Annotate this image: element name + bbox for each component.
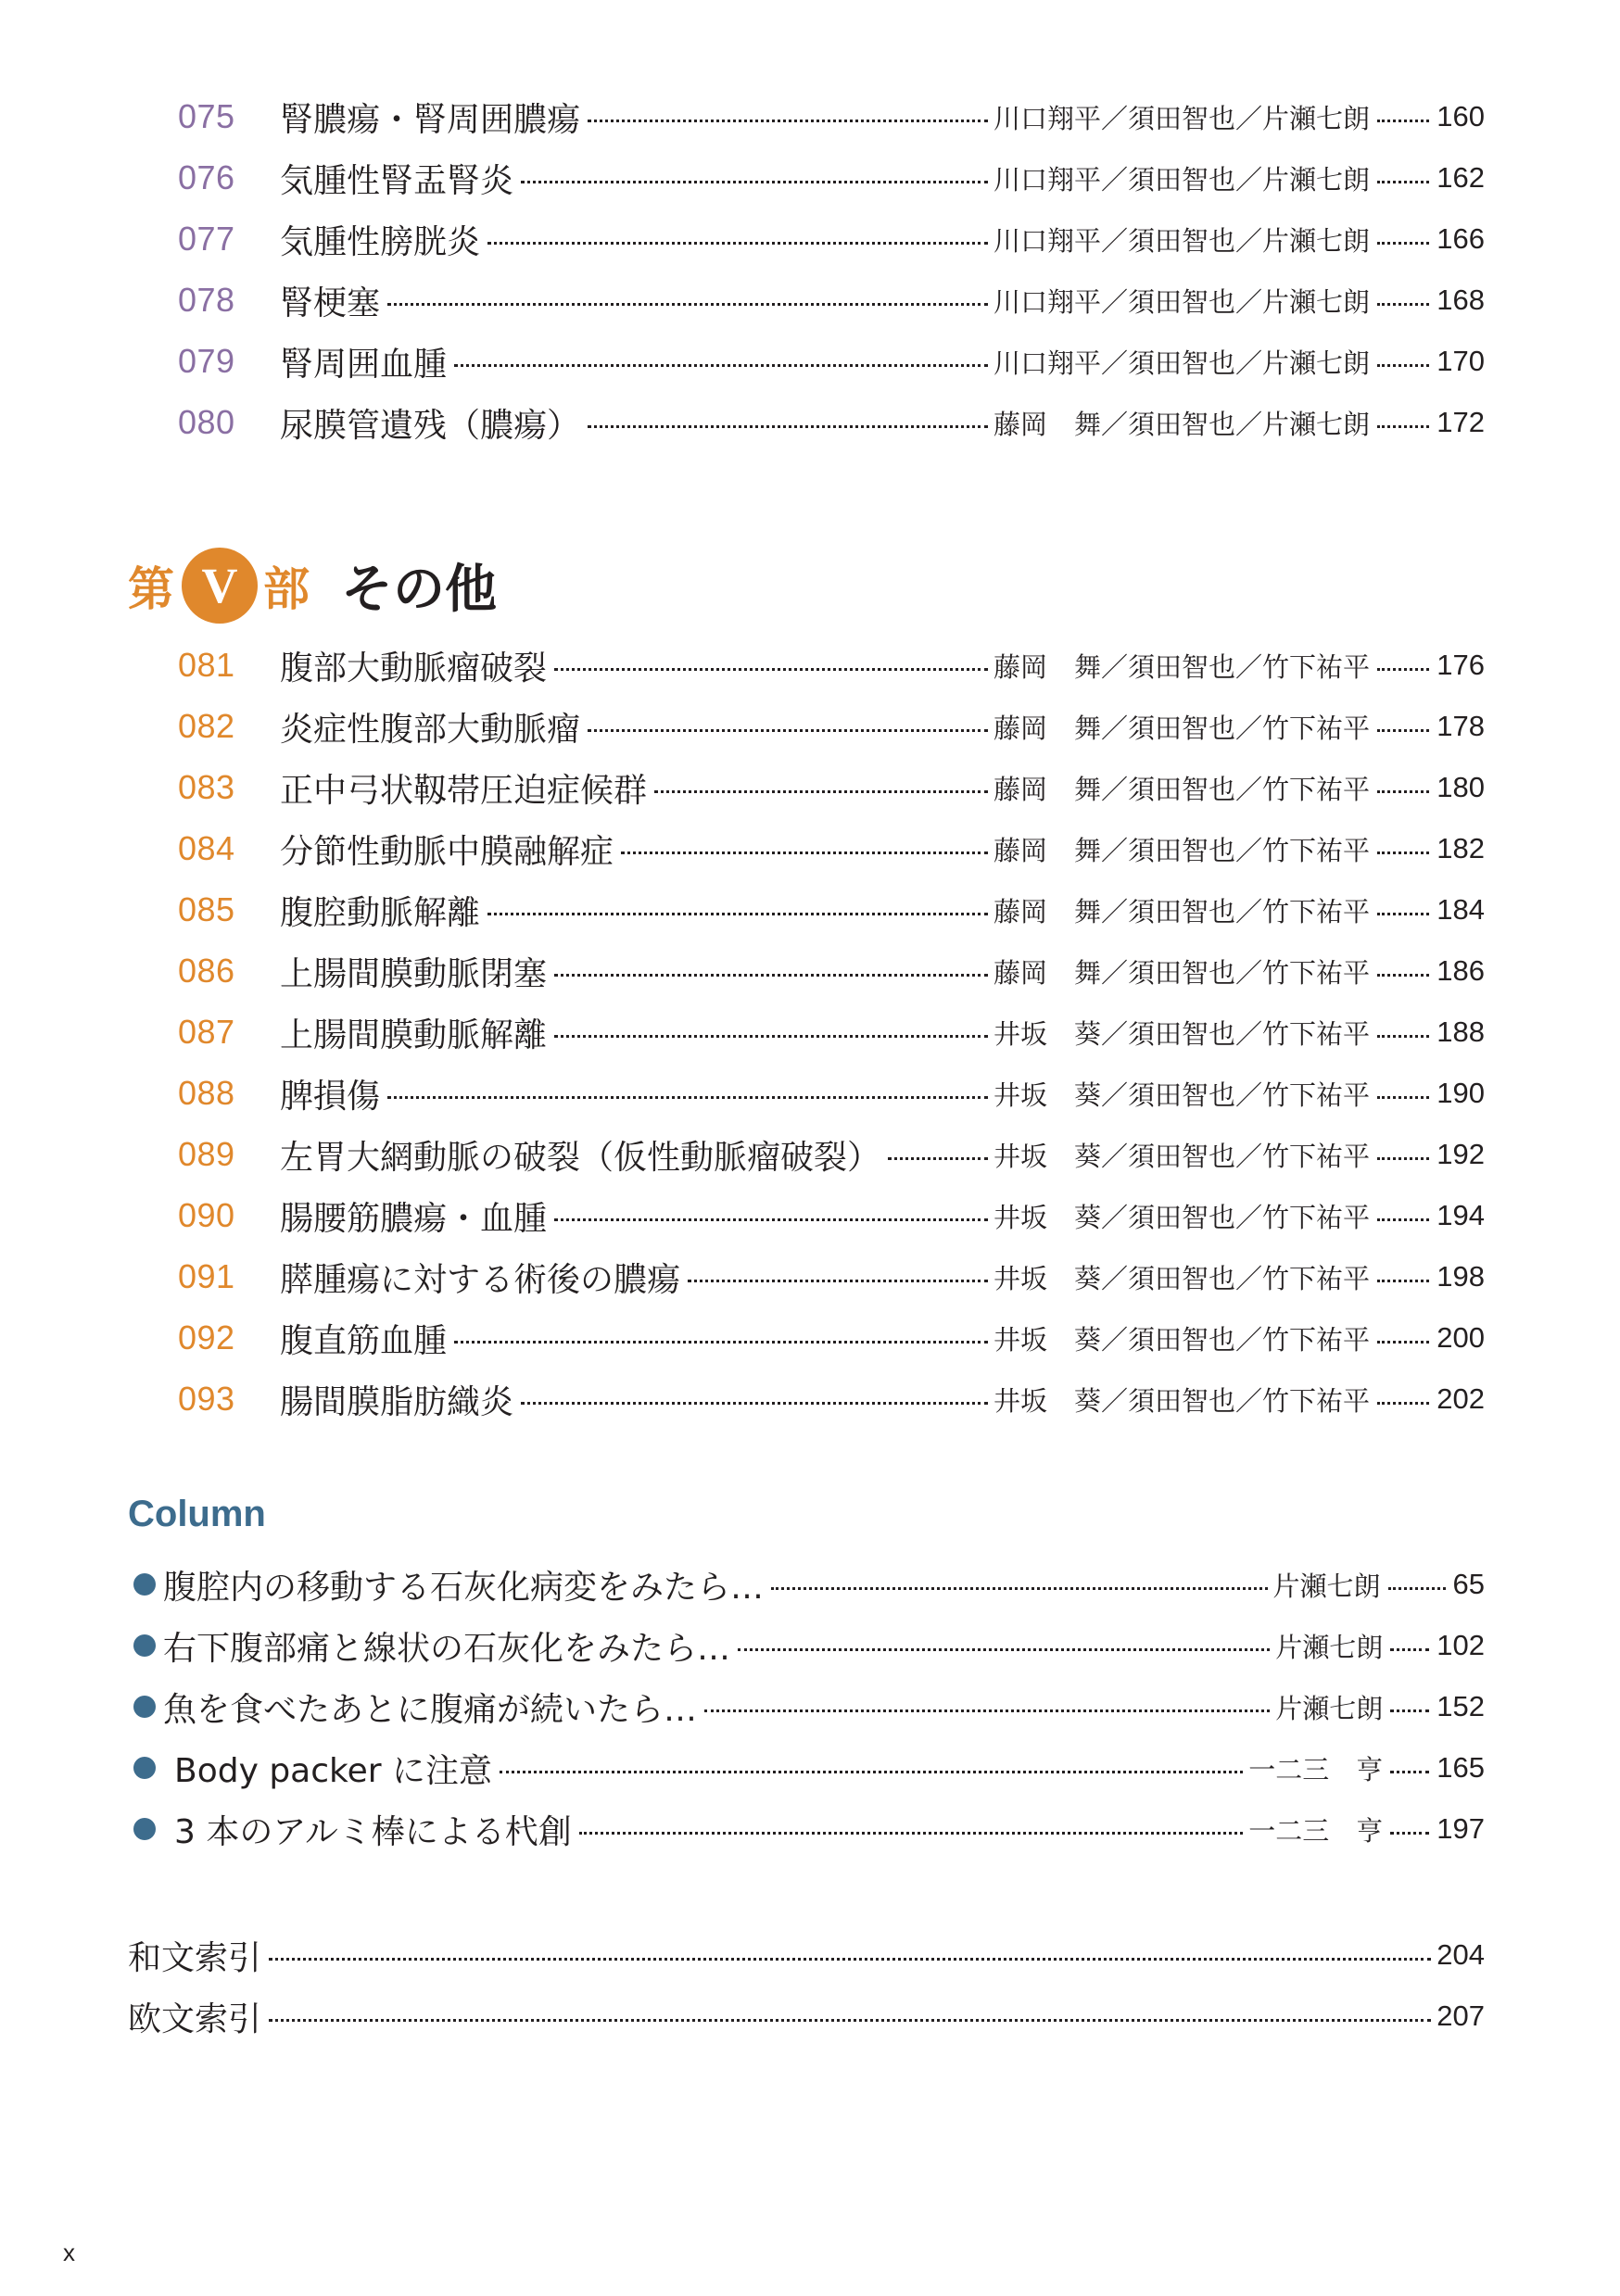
leader-dots bbox=[1377, 668, 1429, 671]
column-heading: Column bbox=[128, 1494, 266, 1534]
entry-number: 083 bbox=[178, 768, 235, 806]
leader-dots bbox=[1377, 425, 1429, 428]
entry-number: 077 bbox=[178, 220, 235, 258]
entry-title: 膵腫瘍に対する術後の膿瘍 bbox=[280, 1260, 681, 1299]
bullet-icon bbox=[133, 1757, 156, 1779]
leader-dots bbox=[1377, 1157, 1429, 1160]
entry-page: 176 bbox=[1436, 649, 1485, 681]
leader-dots bbox=[1377, 1341, 1429, 1344]
entry-title: 腎周囲血腫 bbox=[280, 345, 448, 384]
column-author: 一二三 亨 bbox=[1248, 1753, 1384, 1785]
leader-dots bbox=[554, 1035, 988, 1038]
index-entry-japanese[interactable] bbox=[128, 1927, 1485, 1983]
entry-authors: 川口翔平／須田智也／片瀬七朗 bbox=[994, 285, 1371, 318]
toc-entry[interactable] bbox=[0, 272, 1620, 328]
entry-number: 079 bbox=[178, 342, 235, 380]
bullet-icon bbox=[133, 1818, 156, 1840]
entry-number: 089 bbox=[178, 1135, 235, 1173]
bullet-icon bbox=[133, 1696, 156, 1718]
leader-dots bbox=[579, 1832, 1243, 1835]
entry-authors: 藤岡 舞／須田智也／竹下祐平 bbox=[994, 650, 1371, 683]
column-page: 65 bbox=[1452, 1568, 1485, 1600]
entry-authors: 井坂 葵／須田智也／竹下祐平 bbox=[994, 1201, 1371, 1233]
toc-entry[interactable] bbox=[0, 1188, 1620, 1243]
entry-title: 尿膜管遺残（膿瘍） bbox=[280, 406, 581, 445]
leader-dots bbox=[521, 181, 988, 183]
entry-number: 090 bbox=[178, 1196, 235, 1234]
entry-title: 腎膿瘍・腎周囲膿瘍 bbox=[280, 100, 581, 139]
entry-authors: 藤岡 舞／須田智也／竹下祐平 bbox=[994, 834, 1371, 866]
column-title: Body packer に注意 bbox=[174, 1751, 492, 1790]
column-entry[interactable] bbox=[128, 1618, 1485, 1673]
entry-number: 091 bbox=[178, 1257, 235, 1295]
entry-authors: 井坂 葵／須田智也／竹下祐平 bbox=[994, 1017, 1371, 1050]
column-title: 3 本のアルミ棒による杙創 bbox=[174, 1812, 572, 1851]
entry-number: 078 bbox=[178, 281, 235, 319]
entry-number: 093 bbox=[178, 1380, 235, 1418]
entry-number: 085 bbox=[178, 890, 235, 928]
entry-page: 178 bbox=[1436, 710, 1485, 742]
toc-entry[interactable] bbox=[0, 1371, 1620, 1427]
toc-entry[interactable] bbox=[0, 334, 1620, 389]
column-entry[interactable] bbox=[128, 1557, 1485, 1612]
leader-dots bbox=[1377, 1218, 1429, 1221]
leader-dots bbox=[1377, 974, 1429, 977]
entry-title: 腹直筋血腫 bbox=[280, 1321, 448, 1360]
entry-number: 075 bbox=[178, 97, 235, 135]
entry-authors: 川口翔平／須田智也／片瀬七朗 bbox=[994, 224, 1371, 257]
entry-page: 192 bbox=[1436, 1138, 1485, 1170]
leader-dots bbox=[1390, 1709, 1429, 1712]
toc-entry[interactable] bbox=[0, 89, 1620, 145]
entry-title: 炎症性腹部大動脈瘤 bbox=[280, 710, 581, 749]
entry-page: 166 bbox=[1436, 222, 1485, 255]
column-title: 魚を食べたあとに腹痛が続いたら… bbox=[163, 1690, 698, 1729]
toc-entry[interactable] bbox=[0, 821, 1620, 877]
leader-dots bbox=[1388, 1587, 1446, 1590]
toc-entry[interactable] bbox=[0, 1004, 1620, 1060]
leader-dots bbox=[1377, 729, 1429, 732]
entry-page: 186 bbox=[1436, 954, 1485, 987]
entry-authors: 井坂 葵／須田智也／竹下祐平 bbox=[994, 1384, 1371, 1417]
leader-dots bbox=[1377, 1096, 1429, 1099]
leader-dots bbox=[487, 913, 988, 915]
column-author: 一二三 亨 bbox=[1248, 1814, 1384, 1847]
entry-title: 腹部大動脈瘤破裂 bbox=[280, 649, 548, 688]
leader-dots bbox=[554, 668, 988, 671]
leader-dots bbox=[588, 425, 988, 428]
column-entry[interactable] bbox=[128, 1740, 1485, 1796]
entry-authors: 井坂 葵／須田智也／竹下祐平 bbox=[994, 1323, 1371, 1356]
entry-authors: 井坂 葵／須田智也／竹下祐平 bbox=[994, 1140, 1371, 1172]
column-entry[interactable] bbox=[128, 1679, 1485, 1735]
leader-dots bbox=[621, 852, 988, 854]
entry-title: 上腸間膜動脈解離 bbox=[280, 1016, 548, 1054]
entry-page: 188 bbox=[1436, 1016, 1485, 1048]
toc-entry[interactable] bbox=[0, 395, 1620, 450]
entry-authors: 藤岡 舞／須田智也／竹下祐平 bbox=[994, 773, 1371, 805]
leader-dots bbox=[454, 364, 988, 367]
toc-entry[interactable] bbox=[0, 150, 1620, 206]
entry-authors: 藤岡 舞／須田智也／竹下祐平 bbox=[994, 712, 1371, 744]
column-author: 片瀬七朗 bbox=[1275, 1692, 1384, 1724]
entry-page: 160 bbox=[1436, 100, 1485, 132]
entry-title: 気腫性膀胱炎 bbox=[280, 222, 481, 261]
leader-dots bbox=[521, 1402, 988, 1405]
column-title: 腹腔内の移動する石灰化病変をみたら… bbox=[163, 1568, 765, 1607]
entry-page: 190 bbox=[1436, 1077, 1485, 1109]
leader-dots bbox=[1377, 181, 1429, 183]
entry-number: 081 bbox=[178, 646, 235, 684]
leader-dots bbox=[387, 303, 988, 306]
leader-dots bbox=[704, 1709, 1270, 1712]
leader-dots bbox=[888, 1157, 988, 1160]
leader-dots bbox=[1390, 1832, 1429, 1835]
toc-entry[interactable] bbox=[0, 943, 1620, 999]
entry-number: 086 bbox=[178, 952, 235, 990]
part-title: その他 bbox=[341, 560, 497, 620]
entry-title: 左胃大網動脈の破裂（仮性動脈瘤破裂） bbox=[280, 1138, 881, 1177]
leader-dots bbox=[688, 1280, 988, 1282]
leader-dots bbox=[1377, 790, 1429, 793]
entry-title: 分節性動脈中膜融解症 bbox=[280, 832, 614, 871]
entry-page: 162 bbox=[1436, 161, 1485, 194]
entry-number: 092 bbox=[178, 1318, 235, 1356]
index-entry-western[interactable] bbox=[128, 1988, 1485, 2044]
entry-page: 202 bbox=[1436, 1382, 1485, 1415]
toc-entry[interactable] bbox=[0, 699, 1620, 754]
bullet-icon bbox=[133, 1573, 156, 1596]
index-title: 欧文索引 bbox=[128, 2000, 262, 2038]
part-kanji-bu: 部 bbox=[263, 562, 310, 616]
leader-dots bbox=[1377, 364, 1429, 367]
leader-dots bbox=[1390, 1771, 1429, 1773]
entry-title: 気腫性腎盂腎炎 bbox=[280, 161, 514, 200]
leader-dots bbox=[588, 120, 988, 122]
entry-number: 082 bbox=[178, 707, 235, 745]
entry-number: 088 bbox=[178, 1074, 235, 1112]
leader-dots bbox=[269, 1958, 1431, 1961]
entry-authors: 川口翔平／須田智也／片瀬七朗 bbox=[994, 163, 1371, 196]
toc-entry[interactable] bbox=[0, 1310, 1620, 1366]
entry-title: 腹腔動脈解離 bbox=[280, 893, 481, 932]
toc-entry[interactable] bbox=[0, 211, 1620, 267]
entry-title: 腸腰筋膿瘍・血腫 bbox=[280, 1199, 548, 1238]
entry-authors: 藤岡 舞／須田智也／竹下祐平 bbox=[994, 895, 1371, 927]
part-kanji-dai: 第 bbox=[128, 562, 174, 616]
column-entry[interactable] bbox=[128, 1801, 1485, 1857]
entry-page: 194 bbox=[1436, 1199, 1485, 1231]
toc-entry[interactable] bbox=[0, 637, 1620, 693]
leader-dots bbox=[1377, 852, 1429, 854]
entry-authors: 川口翔平／須田智也／片瀬七朗 bbox=[994, 102, 1371, 134]
leader-dots bbox=[554, 1218, 988, 1221]
entry-title: 正中弓状靱帯圧迫症候群 bbox=[280, 771, 648, 810]
toc-entry[interactable] bbox=[0, 882, 1620, 938]
entry-page: 168 bbox=[1436, 284, 1485, 316]
column-page: 102 bbox=[1436, 1629, 1485, 1661]
leader-dots bbox=[1377, 1402, 1429, 1405]
leader-dots bbox=[1377, 120, 1429, 122]
leader-dots bbox=[487, 242, 988, 245]
leader-dots bbox=[771, 1587, 1267, 1590]
entry-title: 上腸間膜動脈閉塞 bbox=[280, 954, 548, 993]
entry-page: 184 bbox=[1436, 893, 1485, 926]
column-page: 165 bbox=[1436, 1751, 1485, 1784]
entry-page: 180 bbox=[1436, 771, 1485, 803]
leader-dots bbox=[1377, 303, 1429, 306]
leader-dots bbox=[738, 1648, 1270, 1651]
entry-authors: 藤岡 舞／須田智也／竹下祐平 bbox=[994, 956, 1371, 989]
index-page: 204 bbox=[1436, 1938, 1485, 1971]
entry-authors: 井坂 葵／須田智也／竹下祐平 bbox=[994, 1262, 1371, 1294]
leader-dots bbox=[500, 1771, 1243, 1773]
leader-dots bbox=[554, 974, 988, 977]
entry-authors: 川口翔平／須田智也／片瀬七朗 bbox=[994, 347, 1371, 379]
leader-dots bbox=[387, 1096, 988, 1099]
entry-authors: 井坂 葵／須田智也／竹下祐平 bbox=[994, 1079, 1371, 1111]
part-number-badge: V bbox=[182, 548, 258, 624]
index-page: 207 bbox=[1436, 2000, 1485, 2032]
bullet-icon bbox=[133, 1634, 156, 1657]
toc-entry[interactable] bbox=[0, 760, 1620, 815]
column-title: 右下腹部痛と線状の石灰化をみたら… bbox=[163, 1629, 731, 1668]
entry-page: 200 bbox=[1436, 1321, 1485, 1354]
entry-title: 腸間膜脂肪織炎 bbox=[280, 1382, 514, 1421]
part-header bbox=[128, 539, 497, 632]
entry-page: 198 bbox=[1436, 1260, 1485, 1293]
column-page: 152 bbox=[1436, 1690, 1485, 1722]
entry-authors: 藤岡 舞／須田智也／片瀬七朗 bbox=[994, 408, 1371, 440]
leader-dots bbox=[1390, 1648, 1429, 1651]
toc-entry[interactable] bbox=[0, 1127, 1620, 1182]
leader-dots bbox=[588, 729, 988, 732]
column-author: 片瀬七朗 bbox=[1272, 1570, 1381, 1602]
entry-page: 172 bbox=[1436, 406, 1485, 438]
entry-title: 腎梗塞 bbox=[280, 284, 381, 322]
leader-dots bbox=[454, 1341, 988, 1344]
column-page: 197 bbox=[1436, 1812, 1485, 1845]
leader-dots bbox=[269, 2019, 1431, 2022]
entry-number: 087 bbox=[178, 1013, 235, 1051]
leader-dots bbox=[1377, 1035, 1429, 1038]
entry-number: 080 bbox=[178, 403, 235, 441]
index-title: 和文索引 bbox=[128, 1938, 262, 1977]
toc-entry[interactable] bbox=[0, 1249, 1620, 1305]
leader-dots bbox=[1377, 913, 1429, 915]
toc-entry[interactable] bbox=[0, 1066, 1620, 1121]
entry-number: 084 bbox=[178, 829, 235, 867]
leader-dots bbox=[654, 790, 988, 793]
column-author: 片瀬七朗 bbox=[1275, 1631, 1384, 1663]
entry-page: 182 bbox=[1436, 832, 1485, 864]
entry-page: 170 bbox=[1436, 345, 1485, 377]
page-number: x bbox=[63, 2239, 75, 2266]
leader-dots bbox=[1377, 242, 1429, 245]
entry-title: 脾損傷 bbox=[280, 1077, 381, 1116]
entry-number: 076 bbox=[178, 158, 235, 196]
leader-dots bbox=[1377, 1280, 1429, 1282]
